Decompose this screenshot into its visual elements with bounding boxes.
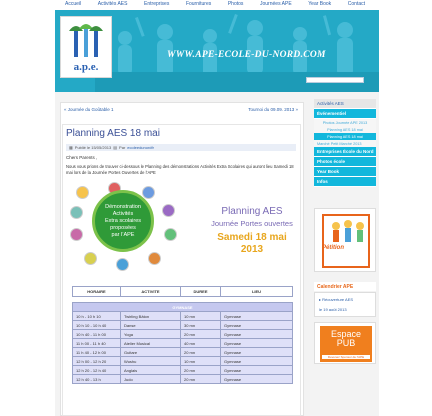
column-header: HORAIRE	[73, 287, 121, 297]
poster-date: Samedi 18 mai 2013	[217, 232, 287, 255]
table-row	[73, 348, 293, 357]
sidebar-item-entreprises[interactable]: Entreprises École du Nord	[314, 147, 376, 157]
table-row	[73, 330, 293, 339]
table-cell: Danse	[121, 321, 181, 330]
demonstration-disc	[92, 190, 154, 252]
column-header: ACTIVITE	[121, 287, 181, 297]
activity-thumb-icon	[164, 228, 177, 241]
nav-entreprises[interactable]: Entreprises	[144, 1, 170, 7]
sidebar-item-photos-ecole[interactable]: Photos école	[314, 157, 376, 167]
table-cell: 10 mn	[181, 357, 221, 366]
sidebar-item-evenementiel[interactable]: Événementiel	[314, 109, 376, 119]
table-cell: Gymnase	[221, 357, 293, 366]
table-cell: 10 h 40 - 11 h 00	[73, 330, 121, 339]
table-cell: 20 mn	[181, 348, 221, 357]
table-header-row	[73, 287, 293, 297]
calendar-widget-title: Calendrier APE	[314, 282, 376, 291]
table-cell: 10 h - 10 h 10	[73, 312, 121, 321]
sidebar-item-infos[interactable]: Infos	[314, 177, 376, 187]
table-row	[73, 312, 293, 321]
activity-thumb-icon	[76, 186, 89, 199]
table-cell: 12 h 00 - 12 h 20	[73, 357, 121, 366]
site-url-title: WWW.APE-ECOLE-DU-NORD.COM	[167, 50, 326, 60]
post-intro: Nous vous prions de trouver ci-dessous le Planning des démonstrations Activités Extra Scolaires qui auront lieu Samedi 18 mai lors de la Journée Portes Ouvertes de l’APE	[66, 164, 294, 175]
calendar-event-date: le 19 août 2013	[319, 307, 347, 312]
activity-thumb-icon	[84, 252, 97, 265]
poster-title-line1: Planning AES	[221, 206, 283, 217]
petition-banner[interactable]	[314, 208, 376, 272]
table-cell: 12 h 40 - 13 h	[73, 375, 121, 384]
children-figures-icon	[326, 218, 370, 246]
petition-card	[322, 214, 370, 268]
table-cell: Gymnase	[221, 339, 293, 348]
pub-word: PUB	[336, 338, 356, 348]
nav-contact[interactable]: Contact	[347, 1, 365, 7]
post-by: Par	[119, 145, 126, 150]
table-cell: Gymnase	[221, 366, 293, 375]
post-navigation	[64, 105, 298, 113]
calendar-icon: ▦	[69, 145, 73, 150]
nav-year-book[interactable]: Year Book	[308, 1, 332, 7]
table-cell: Wushu	[121, 357, 181, 366]
poster-title-line2: Journée Portes ouvertes	[211, 219, 293, 228]
table-cell: Gymnase	[221, 330, 293, 339]
sidebar-subitem[interactable]: Marché Petit Marché 2013	[314, 140, 376, 147]
column-header: DUREE	[181, 287, 221, 297]
table-cell: 40 mn	[181, 339, 221, 348]
table-cell: Gymnase	[221, 312, 293, 321]
table-cell: 10 h 10 - 10 h 40	[73, 321, 121, 330]
table-cell: Gymnase	[221, 375, 293, 384]
table-cell: Gymnase	[221, 348, 293, 357]
activity-thumb-icon	[142, 186, 155, 199]
post-date: Publié le 15/05/2013	[74, 145, 112, 150]
activity-thumb-icon	[162, 204, 175, 217]
table-row	[73, 375, 293, 384]
disc-line: par l’APE	[111, 232, 135, 238]
sidebar-item-year-book[interactable]: Year Book	[314, 167, 376, 177]
disc-line: proposées	[110, 225, 136, 231]
table-cell: 11 h 40 - 12 h 00	[73, 348, 121, 357]
table-cell: Yoga	[121, 330, 181, 339]
table-cell: Gymnase	[221, 321, 293, 330]
sidebar-subitem[interactable]: Photos Journée APE 2013	[314, 119, 376, 126]
disc-line: Activités	[112, 211, 134, 217]
nav-activites-aes[interactable]: Activités AES	[97, 1, 128, 7]
table-cell: Guitare	[121, 348, 181, 357]
nav-photos[interactable]: Photos	[227, 1, 244, 7]
table-cell: 20 mn	[181, 375, 221, 384]
table-cell: 12 h 20 - 12 h 40	[73, 366, 121, 375]
palm-tree-logo-icon	[61, 19, 111, 59]
espace-word: Espace	[330, 329, 362, 339]
activity-thumb-icon	[148, 252, 161, 265]
sidebar-menu	[314, 99, 376, 187]
disc-line: Extra scolaires	[104, 218, 142, 224]
sidebar-item-activites-aes[interactable]: Activités AES	[314, 99, 376, 109]
table-section-row	[73, 303, 293, 312]
calendar-event-link[interactable]: ▸ Réouverture AES	[319, 297, 354, 302]
poster-title	[210, 206, 294, 230]
section-label: GYMNASE	[73, 303, 293, 312]
ape-logo[interactable]	[60, 16, 112, 78]
search-input[interactable]	[306, 77, 364, 83]
logo-text: a.p.e.	[73, 61, 99, 73]
espace-pub-card	[320, 326, 372, 362]
sidebar-subitem-current[interactable]: Planning AES 18 mai	[314, 133, 376, 140]
table-cell: 11 h 00 - 11 h 40	[73, 339, 121, 348]
next-post-link[interactable]: Tournoi du 09.09. 2013 »	[248, 106, 298, 112]
calendar-widget	[314, 292, 376, 317]
table-row	[73, 366, 293, 375]
top-navigation	[62, 0, 368, 8]
nav-fournitures[interactable]: Fournitures	[185, 1, 212, 7]
table-cell: 30 mn	[181, 321, 221, 330]
nav-accueil[interactable]: Accueil	[65, 1, 82, 7]
planning-poster-image	[70, 182, 294, 272]
post-meta	[66, 144, 296, 151]
espace-pub-banner[interactable]	[314, 322, 376, 364]
table-row	[73, 357, 293, 366]
table-cell: Anglais	[121, 366, 181, 375]
activity-thumb-icon	[70, 206, 83, 219]
author-icon: ▤	[113, 145, 118, 150]
table-cell: 10 mn	[181, 312, 221, 321]
espace-sponsor-text: Devenez Sponsor de l’APE	[322, 355, 370, 359]
table-row	[73, 339, 293, 348]
petition-label: Pétition	[322, 245, 344, 251]
schedule-table	[72, 286, 293, 384]
previous-post-link[interactable]: « Journée du Goûtable 1	[64, 106, 114, 112]
table-cell: 20 mn	[181, 330, 221, 339]
table-cell: 20 mn	[181, 366, 221, 375]
table-cell: Judo	[121, 375, 181, 384]
nav-journees-ape[interactable]: Journées APE	[260, 1, 292, 7]
disc-line: Démonstration	[105, 204, 141, 210]
activity-thumb-icon	[116, 258, 129, 271]
post-greeting: Chers Parents ,	[66, 155, 98, 160]
table-cell: Twirling Bâton	[121, 312, 181, 321]
activity-thumb-icon	[70, 228, 83, 241]
post-title[interactable]: Planning AES 18 mai	[66, 128, 160, 139]
sidebar-subitem[interactable]: Planning AES 18 mai	[314, 126, 376, 133]
table-row	[73, 321, 293, 330]
column-header: LIEU	[221, 287, 293, 297]
post-author-link[interactable]: ecoleedunordfr	[127, 145, 154, 150]
table-cell: Atelier Musical	[121, 339, 181, 348]
